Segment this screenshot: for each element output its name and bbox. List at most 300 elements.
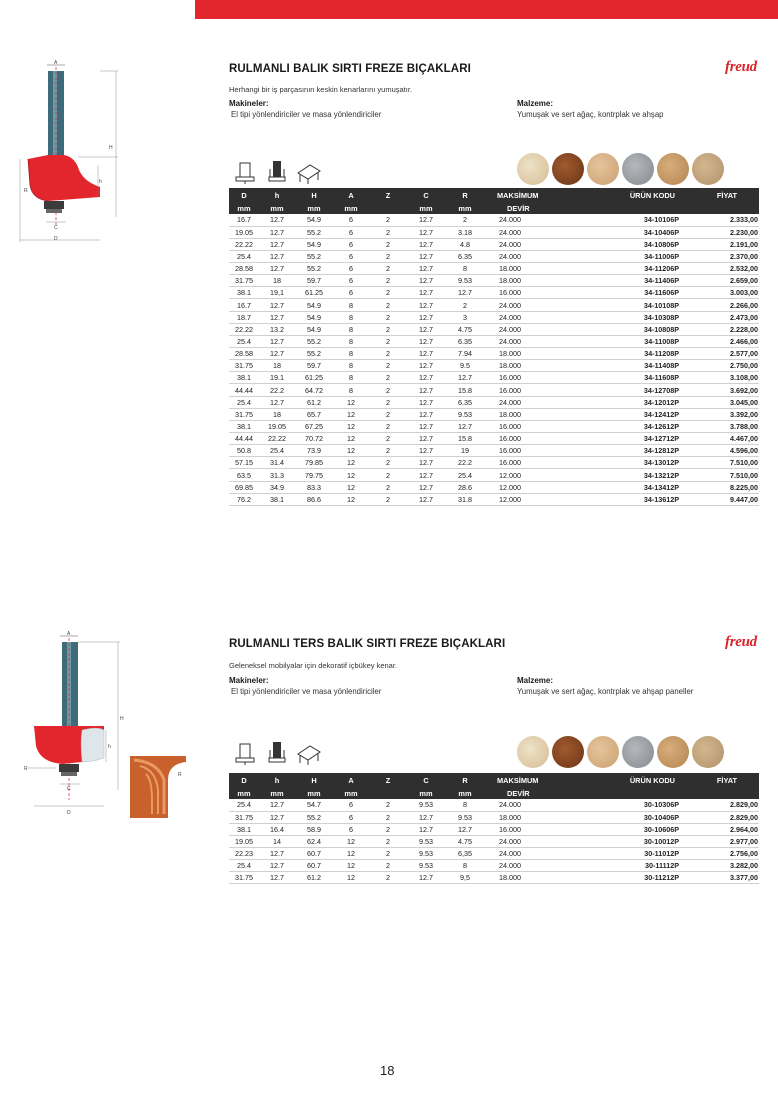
cell-r: 2 xyxy=(445,299,485,311)
cell-price: 2.750,00 xyxy=(703,360,759,372)
cell-product-code: 30-10406P xyxy=(565,811,703,823)
header-z: Z xyxy=(385,190,391,200)
cell-max-rpm: 16.000 xyxy=(485,433,565,445)
cell-h-small: 18 xyxy=(259,360,295,372)
cell-d: 25.4 xyxy=(229,250,259,262)
table-header-row xyxy=(229,773,759,787)
table-row xyxy=(229,311,759,323)
cell-c: 12.7 xyxy=(407,372,445,384)
product-table xyxy=(229,773,759,884)
cell-a: 12 xyxy=(333,396,369,408)
cell-r: 12.7 xyxy=(445,372,485,384)
cell-c: 12.7 xyxy=(407,433,445,445)
cell-r: 12.7 xyxy=(445,823,485,835)
cell-h-small: 12.7 xyxy=(259,226,295,238)
cell-product-code: 34-10308P xyxy=(565,311,703,323)
cell-d: 16.7 xyxy=(229,214,259,226)
material-text: Yumuşak ve sert ağaç, kontrplak ve ahşap paneller xyxy=(517,687,694,696)
cell-h-small: 12.7 xyxy=(259,214,295,226)
cell-max-rpm: 24.000 xyxy=(485,835,565,847)
cell-d: 63.5 xyxy=(229,469,259,481)
cell-r: 25.4 xyxy=(445,469,485,481)
cell-h-small: 12.7 xyxy=(259,348,295,360)
cell-max-rpm: 16.000 xyxy=(485,457,565,469)
header-max-rpm: MAKSİMUM xyxy=(497,775,539,785)
table-row xyxy=(229,250,759,262)
unit-c: mm xyxy=(419,788,433,798)
cell-h-small: 12.7 xyxy=(259,263,295,275)
cell-h-small: 12.7 xyxy=(259,238,295,250)
cell-price: 3.788,00 xyxy=(703,420,759,432)
cell-product-code: 30-10012P xyxy=(565,835,703,847)
table-row xyxy=(229,433,759,445)
header-z: Z xyxy=(385,775,391,785)
cell-product-code: 34-12012P xyxy=(565,396,703,408)
cell-price: 2.829,00 xyxy=(703,811,759,823)
header-max-rpm: MAKSİMUM xyxy=(497,190,539,200)
cell-d: 31.75 xyxy=(229,872,259,884)
cell-max-rpm: 12.000 xyxy=(485,481,565,493)
cell-z: 2 xyxy=(369,360,407,372)
cell-a: 6 xyxy=(333,275,369,287)
cell-product-code: 34-11406P xyxy=(565,275,703,287)
label-d-2: D xyxy=(67,810,71,816)
cell-max-rpm: 24.000 xyxy=(485,860,565,872)
cell-h-large: 55.2 xyxy=(295,811,333,823)
cell-r: 8 xyxy=(445,799,485,811)
cell-product-code: 30-11112P xyxy=(565,860,703,872)
cell-a: 8 xyxy=(333,360,369,372)
cell-h-large: 54.7 xyxy=(295,799,333,811)
cell-product-code: 34-13612P xyxy=(565,493,703,505)
cell-max-rpm: 24.000 xyxy=(485,396,565,408)
unit-h-large: mm xyxy=(307,203,321,213)
table-row xyxy=(229,799,759,811)
cell-h-small: 12.7 xyxy=(259,250,295,262)
cell-h-large: 61.2 xyxy=(295,872,333,884)
wood-swatch-softwood xyxy=(517,736,549,768)
cell-max-rpm: 24.000 xyxy=(485,238,565,250)
table-row xyxy=(229,238,759,250)
cell-d: 22.22 xyxy=(229,238,259,250)
section-description: Geleneksel mobilyalar için dekoratif içbükey kenar. xyxy=(229,661,397,670)
cell-max-rpm: 16.000 xyxy=(485,420,565,432)
cell-max-rpm: 24.000 xyxy=(485,799,565,811)
cell-r: 9.5 xyxy=(445,360,485,372)
cell-price: 2.266,00 xyxy=(703,299,759,311)
cell-h-small: 12.7 xyxy=(259,799,295,811)
cell-a: 12 xyxy=(333,481,369,493)
cell-d: 18.7 xyxy=(229,311,259,323)
cell-price: 3.108,00 xyxy=(703,372,759,384)
cell-z: 2 xyxy=(369,299,407,311)
cell-h-small: 12.7 xyxy=(259,872,295,884)
cell-c: 12.7 xyxy=(407,396,445,408)
cell-max-rpm: 18.000 xyxy=(485,872,565,884)
cell-d: 38.1 xyxy=(229,823,259,835)
cell-h-small: 31.3 xyxy=(259,469,295,481)
cell-z: 2 xyxy=(369,311,407,323)
cell-c: 12.7 xyxy=(407,384,445,396)
cell-h-large: 54.9 xyxy=(295,311,333,323)
cell-product-code: 34-12612P xyxy=(565,420,703,432)
wood-swatch-softwood xyxy=(517,153,549,185)
cell-max-rpm: 18.000 xyxy=(485,811,565,823)
machines-text: El tipi yönlendiriciler ve masa yönlendiriciler xyxy=(231,687,382,696)
cell-z: 2 xyxy=(369,335,407,347)
machines-label: Makineler: xyxy=(229,676,269,685)
cell-price: 2.532,00 xyxy=(703,263,759,275)
cell-h-large: 55.2 xyxy=(295,250,333,262)
cell-price: 3.377,00 xyxy=(703,872,759,884)
label-h-upper-2: H xyxy=(120,716,124,722)
cell-r: 19 xyxy=(445,445,485,457)
table-row xyxy=(229,860,759,872)
unit-r: mm xyxy=(458,788,472,798)
cell-a: 12 xyxy=(333,872,369,884)
label-r: R xyxy=(24,188,28,194)
cell-c: 12.7 xyxy=(407,481,445,493)
wood-swatch-mdf xyxy=(622,736,654,768)
cell-product-code: 34-11008P xyxy=(565,335,703,347)
product-table-body xyxy=(229,214,759,505)
cell-a: 6 xyxy=(333,823,369,835)
cell-d: 25.4 xyxy=(229,396,259,408)
cell-d: 25.4 xyxy=(229,860,259,872)
cell-c: 12.7 xyxy=(407,493,445,505)
cell-h-large: 55.2 xyxy=(295,226,333,238)
cell-a: 8 xyxy=(333,323,369,335)
cell-max-rpm: 12.000 xyxy=(485,493,565,505)
table-row xyxy=(229,372,759,384)
label-h-lower-2: h xyxy=(108,744,111,750)
cell-max-rpm: 18.000 xyxy=(485,348,565,360)
cell-z: 2 xyxy=(369,348,407,360)
cell-a: 12 xyxy=(333,493,369,505)
cell-h-large: 54.9 xyxy=(295,299,333,311)
cell-h-large: 59.7 xyxy=(295,360,333,372)
cell-z: 2 xyxy=(369,420,407,432)
cell-z: 2 xyxy=(369,384,407,396)
unit-rpm: DEVİR xyxy=(507,788,530,798)
cell-h-large: 73.9 xyxy=(295,445,333,457)
wood-swatch-hardwood xyxy=(552,153,584,185)
cell-h-small: 12.7 xyxy=(259,299,295,311)
cell-z: 2 xyxy=(369,250,407,262)
cell-max-rpm: 24.000 xyxy=(485,335,565,347)
cell-product-code: 34-11006P xyxy=(565,250,703,262)
cell-d: 19.05 xyxy=(229,835,259,847)
cell-h-large: 54.9 xyxy=(295,214,333,226)
cell-price: 3.003,00 xyxy=(703,287,759,299)
cell-max-rpm: 16.000 xyxy=(485,287,565,299)
cell-c: 12.7 xyxy=(407,250,445,262)
cell-h-small: 13.2 xyxy=(259,323,295,335)
table-row xyxy=(229,299,759,311)
unit-d: mm xyxy=(237,788,251,798)
table-row xyxy=(229,457,759,469)
table-row xyxy=(229,823,759,835)
header-price: FİYAT xyxy=(716,190,737,200)
cell-h-small: 12.7 xyxy=(259,311,295,323)
cell-a: 12 xyxy=(333,457,369,469)
header-h-small: h xyxy=(274,190,280,200)
cell-price: 3.282,00 xyxy=(703,860,759,872)
table-row xyxy=(229,275,759,287)
table-header-units-row xyxy=(229,787,759,799)
cell-price: 3.692,00 xyxy=(703,384,759,396)
header-r: R xyxy=(462,190,468,200)
header-product-code: ÜRÜN KODU xyxy=(629,190,675,200)
cell-h-large: 59.7 xyxy=(295,275,333,287)
cell-d: 38.1 xyxy=(229,420,259,432)
cell-a: 8 xyxy=(333,299,369,311)
label-c-2: C xyxy=(67,786,71,792)
table-row xyxy=(229,348,759,360)
cell-product-code: 30-10606P xyxy=(565,823,703,835)
cell-h-small: 18 xyxy=(259,408,295,420)
table-row xyxy=(229,214,759,226)
cell-product-code: 34-12812P xyxy=(565,445,703,457)
cell-r: 22.2 xyxy=(445,457,485,469)
cell-max-rpm: 18.000 xyxy=(485,360,565,372)
label-c: C xyxy=(54,225,58,231)
cell-d: 50.8 xyxy=(229,445,259,457)
cell-h-small: 19,1 xyxy=(259,287,295,299)
cell-h-large: 55.2 xyxy=(295,335,333,347)
table-row xyxy=(229,335,759,347)
cell-z: 2 xyxy=(369,872,407,884)
cell-h-small: 31.4 xyxy=(259,457,295,469)
cell-h-small: 25.4 xyxy=(259,445,295,457)
cell-product-code: 34-12708P xyxy=(565,384,703,396)
cell-price: 2.659,00 xyxy=(703,275,759,287)
cell-a: 6 xyxy=(333,238,369,250)
cell-price: 7.510,00 xyxy=(703,457,759,469)
cell-a: 12 xyxy=(333,835,369,847)
router-bit-diagram-reverse xyxy=(18,630,193,820)
cell-product-code: 34-11606P xyxy=(565,287,703,299)
header-h-large: H xyxy=(311,190,317,200)
cell-c: 12.7 xyxy=(407,360,445,372)
cell-a: 12 xyxy=(333,445,369,457)
handheld-router-icon xyxy=(232,159,258,185)
cell-max-rpm: 16.000 xyxy=(485,384,565,396)
cell-h-large: 61.25 xyxy=(295,287,333,299)
cell-price: 2.977,00 xyxy=(703,835,759,847)
cell-price: 2.333,00 xyxy=(703,214,759,226)
table-row xyxy=(229,445,759,457)
label-r-2: R xyxy=(24,766,28,772)
cell-z: 2 xyxy=(369,226,407,238)
cell-d: 25.4 xyxy=(229,799,259,811)
cell-price: 2.228,00 xyxy=(703,323,759,335)
cell-r: 8 xyxy=(445,860,485,872)
cell-d: 31.75 xyxy=(229,275,259,287)
cell-h-large: 62.4 xyxy=(295,835,333,847)
header-a: A xyxy=(348,775,354,785)
router-table-icon xyxy=(296,740,322,766)
cell-product-code: 34-10808P xyxy=(565,323,703,335)
label-r-wood: R xyxy=(178,772,182,778)
cell-d: 38.1 xyxy=(229,287,259,299)
cell-r: 6.35 xyxy=(445,396,485,408)
unit-h-small: mm xyxy=(270,788,284,798)
cell-a: 12 xyxy=(333,408,369,420)
cell-r: 4.75 xyxy=(445,323,485,335)
cell-h-small: 19.05 xyxy=(259,420,295,432)
cell-max-rpm: 16.000 xyxy=(485,823,565,835)
cell-price: 3.045,00 xyxy=(703,396,759,408)
cell-r: 3 xyxy=(445,311,485,323)
label-a-2: A xyxy=(67,631,71,637)
cell-r: 9.53 xyxy=(445,408,485,420)
cell-c: 12.7 xyxy=(407,335,445,347)
cell-r: 8 xyxy=(445,263,485,275)
cell-product-code: 34-10106P xyxy=(565,214,703,226)
cell-z: 2 xyxy=(369,323,407,335)
cell-a: 8 xyxy=(333,348,369,360)
cell-h-large: 55.2 xyxy=(295,348,333,360)
cell-z: 2 xyxy=(369,493,407,505)
cell-a: 6 xyxy=(333,287,369,299)
cell-product-code: 30-11212P xyxy=(565,872,703,884)
unit-d: mm xyxy=(237,203,251,213)
cell-h-large: 86.6 xyxy=(295,493,333,505)
cell-z: 2 xyxy=(369,433,407,445)
cell-max-rpm: 24.000 xyxy=(485,214,565,226)
table-row xyxy=(229,323,759,335)
unit-h-large: mm xyxy=(307,788,321,798)
cell-c: 12.7 xyxy=(407,287,445,299)
wood-swatch-chipboard xyxy=(692,736,724,768)
wood-swatch-hardwood xyxy=(552,736,584,768)
cell-h-small: 14 xyxy=(259,835,295,847)
header-a: A xyxy=(348,190,354,200)
cell-d: 44.44 xyxy=(229,433,259,445)
cell-a: 8 xyxy=(333,311,369,323)
cell-d: 28.58 xyxy=(229,263,259,275)
cell-h-large: 65.7 xyxy=(295,408,333,420)
table-header-units-row xyxy=(229,202,759,214)
label-a: A xyxy=(54,60,58,66)
cell-z: 2 xyxy=(369,396,407,408)
cell-price: 8.225,00 xyxy=(703,481,759,493)
cell-z: 2 xyxy=(369,263,407,275)
header-h-small: h xyxy=(274,775,280,785)
unit-code xyxy=(565,202,703,214)
cell-d: 44.44 xyxy=(229,384,259,396)
cell-price: 2.829,00 xyxy=(703,799,759,811)
cell-a: 8 xyxy=(333,384,369,396)
label-h-lower: h xyxy=(99,179,102,185)
cell-h-small: 12.7 xyxy=(259,848,295,860)
product-table-body xyxy=(229,799,759,884)
cell-h-small: 18 xyxy=(259,275,295,287)
cell-price: 4.467,00 xyxy=(703,433,759,445)
cell-h-small: 12.7 xyxy=(259,811,295,823)
table-header-row xyxy=(229,188,759,202)
cell-c: 12.7 xyxy=(407,811,445,823)
cell-h-large: 58.9 xyxy=(295,823,333,835)
cell-z: 2 xyxy=(369,445,407,457)
cell-product-code: 34-11206P xyxy=(565,263,703,275)
table-row xyxy=(229,396,759,408)
cell-c: 12.7 xyxy=(407,311,445,323)
cell-product-code: 34-13212P xyxy=(565,469,703,481)
cell-a: 12 xyxy=(333,420,369,432)
unit-h-small: mm xyxy=(270,203,284,213)
unit-rpm: DEVİR xyxy=(507,203,530,213)
cell-h-large: 79.75 xyxy=(295,469,333,481)
cell-z: 2 xyxy=(369,799,407,811)
section-title: RULMANLI TERS BALIK SIRTI FREZE BIÇAKLARI xyxy=(229,638,506,650)
cell-h-small: 12.7 xyxy=(259,860,295,872)
cell-product-code: 34-12712P xyxy=(565,433,703,445)
header-h-large: H xyxy=(311,775,317,785)
cell-c: 12.7 xyxy=(407,238,445,250)
cell-z: 2 xyxy=(369,860,407,872)
header-price: FİYAT xyxy=(716,775,737,785)
cell-c: 12.7 xyxy=(407,445,445,457)
cell-price: 2.473,00 xyxy=(703,311,759,323)
cell-r: 6.35 xyxy=(445,250,485,262)
cell-price: 4.596,00 xyxy=(703,445,759,457)
cell-a: 6 xyxy=(333,811,369,823)
cell-h-small: 34.9 xyxy=(259,481,295,493)
cell-max-rpm: 16.000 xyxy=(485,372,565,384)
cell-r: 12.7 xyxy=(445,420,485,432)
cell-product-code: 34-10406P xyxy=(565,226,703,238)
cell-c: 12.7 xyxy=(407,348,445,360)
plunge-router-icon xyxy=(264,740,290,766)
cell-max-rpm: 24.000 xyxy=(485,250,565,262)
header-d: D xyxy=(241,775,247,785)
wood-swatch-plywood xyxy=(587,736,619,768)
wood-swatch-chipboard xyxy=(692,153,724,185)
cell-product-code: 34-11608P xyxy=(565,372,703,384)
cell-d: 57.15 xyxy=(229,457,259,469)
unit-c: mm xyxy=(419,203,433,213)
cell-max-rpm: 24.000 xyxy=(485,299,565,311)
cell-c: 12.7 xyxy=(407,275,445,287)
header-r: R xyxy=(462,775,468,785)
table-row xyxy=(229,872,759,884)
cell-z: 2 xyxy=(369,848,407,860)
cell-max-rpm: 24.000 xyxy=(485,323,565,335)
cell-r: 15.8 xyxy=(445,384,485,396)
cell-product-code: 30-11012P xyxy=(565,848,703,860)
cell-a: 12 xyxy=(333,848,369,860)
cell-product-code: 34-11208P xyxy=(565,348,703,360)
cell-c: 9.53 xyxy=(407,848,445,860)
cell-r: 6,35 xyxy=(445,848,485,860)
freud-logo: freud xyxy=(725,634,757,650)
cell-d: 76.2 xyxy=(229,493,259,505)
cell-h-small: 22.2 xyxy=(259,384,295,396)
router-bit-diagram xyxy=(18,57,130,247)
table-row xyxy=(229,848,759,860)
cell-h-large: 54.9 xyxy=(295,323,333,335)
cell-d: 22.22 xyxy=(229,323,259,335)
cell-r: 31.8 xyxy=(445,493,485,505)
cell-c: 12.7 xyxy=(407,420,445,432)
cell-a: 6 xyxy=(333,263,369,275)
cell-price: 2.230,00 xyxy=(703,226,759,238)
table-row xyxy=(229,481,759,493)
cell-max-rpm: 24.000 xyxy=(485,848,565,860)
cell-z: 2 xyxy=(369,457,407,469)
